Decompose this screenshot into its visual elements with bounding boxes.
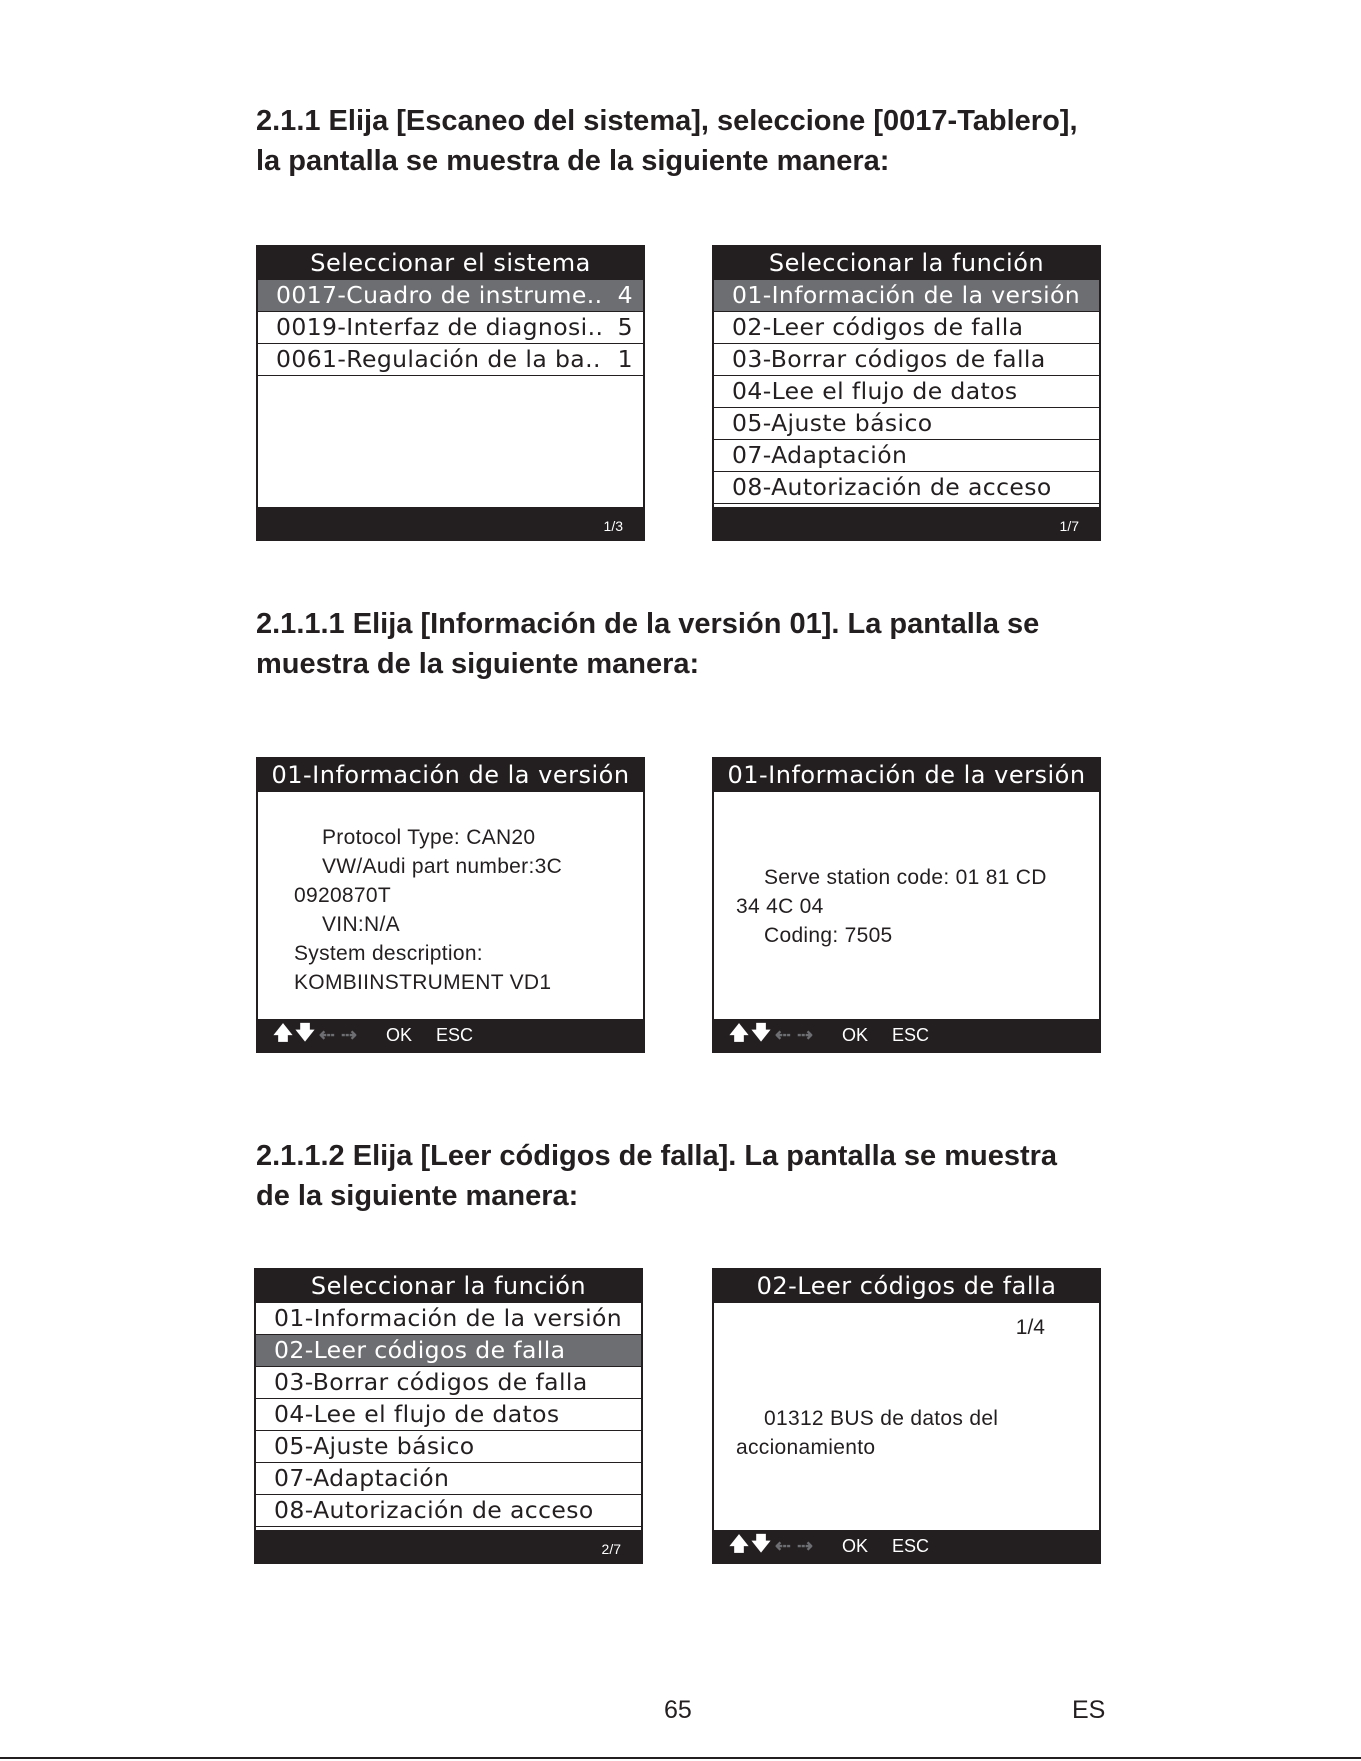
language-code: ES (1072, 1696, 1106, 1724)
screen-footer (256, 1530, 641, 1562)
nav-bar (728, 1534, 929, 1558)
screen-footer (714, 1019, 1099, 1051)
screen-read-codes (712, 1268, 1101, 1564)
screen-version-info-2 (712, 757, 1101, 1053)
screen-version-info-1 (256, 757, 645, 1053)
arrow-down-icon[interactable]: 🡇 (751, 1534, 771, 1555)
screen-select-function-1 (712, 245, 1101, 541)
menu-item-label: 02-Leer códigos de falla (732, 313, 1024, 341)
screen-footer (258, 507, 643, 539)
menu-item-label: 0017-Cuadro de instrume.. (276, 281, 603, 309)
menu-item[interactable] (714, 440, 1099, 472)
info-line: System description: (294, 942, 483, 965)
menu-item[interactable] (256, 1463, 641, 1495)
arrow-down-icon[interactable]: 🡇 (751, 1023, 771, 1044)
menu-item-label: 07-Adaptación (274, 1464, 450, 1492)
code-counter: 1/4 (1015, 1316, 1045, 1339)
menu-list (714, 280, 1099, 504)
nav-bar (728, 1023, 929, 1047)
menu-item-count: 1 (617, 345, 633, 373)
menu-item-label: 03-Borrar códigos de falla (732, 345, 1046, 373)
ok-button[interactable]: OK (386, 1024, 413, 1045)
page-number: 65 (664, 1696, 692, 1724)
heading-line: de la siguiente manera: (256, 1180, 579, 1212)
esc-button[interactable]: ESC (892, 1535, 930, 1556)
heading-line: 2.1.1 Elija [Escaneo del sistema], seleccione [0017-Tablero], (256, 105, 1078, 137)
menu-item[interactable] (256, 1431, 641, 1463)
info-text (258, 823, 643, 997)
menu-item-label: 08-Autorización de acceso (732, 473, 1052, 501)
info-line: accionamiento (736, 1436, 876, 1459)
screen-select-system (256, 245, 645, 541)
menu-item[interactable] (714, 376, 1099, 408)
page-indicator: 1/7 (1059, 518, 1079, 534)
info-line: 01312 BUS de datos del (764, 1407, 999, 1430)
menu-list (258, 280, 643, 376)
menu-item-label: 07-Adaptación (732, 441, 908, 469)
page-indicator: 1/3 (603, 518, 623, 534)
info-line: Coding: 7505 (764, 924, 893, 947)
info-line: Protocol Type: CAN20 (322, 826, 536, 849)
arrow-right-icon[interactable]: ⇢ (341, 1024, 357, 1046)
menu-item[interactable] (256, 1399, 641, 1431)
info-line: Serve station code: 01 81 CD (764, 866, 1047, 889)
screen-title: Seleccionar la función (256, 1270, 641, 1303)
info-line: VIN:N/A (322, 913, 400, 936)
info-text (714, 863, 1099, 950)
menu-item[interactable] (256, 1303, 641, 1335)
menu-item[interactable] (258, 344, 643, 376)
menu-item-label: 02-Leer códigos de falla (274, 1336, 566, 1364)
esc-button[interactable]: ESC (436, 1024, 474, 1045)
menu-item[interactable] (258, 280, 643, 312)
menu-item-label: 04-Lee el flujo de datos (732, 377, 1018, 405)
page-bottom-rule (0, 1757, 1361, 1759)
menu-item-label: 05-Ajuste básico (732, 409, 933, 437)
menu-list (256, 1303, 641, 1527)
heading-line: 2.1.1.1 Elija [Información de la versión 01]. La pantalla se (256, 608, 1040, 640)
info-line: KOMBIINSTRUMENT VD1 (294, 971, 552, 994)
arrow-up-icon[interactable]: 🡅 (729, 1023, 749, 1044)
menu-item-label: 0061-Regulación de la ba.. (276, 345, 601, 373)
menu-item-label: 01-Información de la versión (274, 1304, 623, 1332)
menu-item-label: 05-Ajuste básico (274, 1432, 475, 1460)
info-line: 0920870T (294, 884, 391, 907)
arrow-left-icon[interactable]: ⇠ (775, 1535, 791, 1557)
menu-item[interactable] (256, 1335, 641, 1367)
menu-item-label: 01-Información de la versión (732, 281, 1081, 309)
menu-item-label: 03-Borrar códigos de falla (274, 1368, 588, 1396)
screen-select-function-2 (254, 1268, 643, 1564)
section-heading-2-1-1-1 (256, 604, 1156, 684)
screen-title: Seleccionar el sistema (258, 247, 643, 280)
nav-bar (272, 1023, 473, 1047)
screen-title: 01-Información de la versión (714, 759, 1099, 792)
ok-button[interactable]: OK (842, 1024, 869, 1045)
menu-item-count: 5 (617, 313, 633, 341)
arrow-right-icon[interactable]: ⇢ (797, 1024, 813, 1046)
heading-line: la pantalla se muestra de la siguiente manera: (256, 145, 890, 177)
arrow-up-icon[interactable]: 🡅 (273, 1023, 293, 1044)
info-line: VW/Audi part number:3C (322, 855, 563, 878)
menu-item[interactable] (714, 408, 1099, 440)
menu-item[interactable] (258, 312, 643, 344)
menu-item[interactable] (256, 1495, 641, 1527)
arrow-left-icon[interactable]: ⇠ (775, 1024, 791, 1046)
menu-item[interactable] (714, 344, 1099, 376)
menu-item-label: 04-Lee el flujo de datos (274, 1400, 560, 1428)
ok-button[interactable]: OK (842, 1535, 869, 1556)
menu-item[interactable] (714, 280, 1099, 312)
arrow-down-icon[interactable]: 🡇 (295, 1023, 315, 1044)
screen-title: 02-Leer códigos de falla (714, 1270, 1099, 1303)
arrow-up-icon[interactable]: 🡅 (729, 1534, 749, 1555)
section-heading-2-1-1-2 (256, 1136, 1156, 1216)
screen-title: Seleccionar la función (714, 247, 1099, 280)
info-text (714, 1404, 1099, 1462)
section-heading-2-1-1 (256, 101, 1156, 181)
screen-footer (714, 507, 1099, 539)
menu-item-label: 0019-Interfaz de diagnosi.. (276, 313, 604, 341)
page-indicator: 2/7 (601, 1541, 621, 1557)
heading-line: 2.1.1.2 Elija [Leer códigos de falla]. La pantalla se muestra (256, 1140, 1058, 1172)
menu-item-label: 08-Autorización de acceso (274, 1496, 594, 1524)
screen-footer (258, 1019, 643, 1051)
esc-button[interactable]: ESC (892, 1024, 930, 1045)
screen-footer (714, 1530, 1099, 1562)
arrow-right-icon[interactable]: ⇢ (797, 1535, 813, 1557)
menu-item[interactable] (714, 312, 1099, 344)
arrow-left-icon[interactable]: ⇠ (319, 1024, 335, 1046)
menu-item[interactable] (256, 1367, 641, 1399)
screen-title: 01-Información de la versión (258, 759, 643, 792)
menu-item-count: 4 (617, 281, 633, 309)
menu-item[interactable] (714, 472, 1099, 504)
info-line: 34 4C 04 (736, 895, 824, 918)
heading-line: muestra de la siguiente manera: (256, 648, 700, 680)
